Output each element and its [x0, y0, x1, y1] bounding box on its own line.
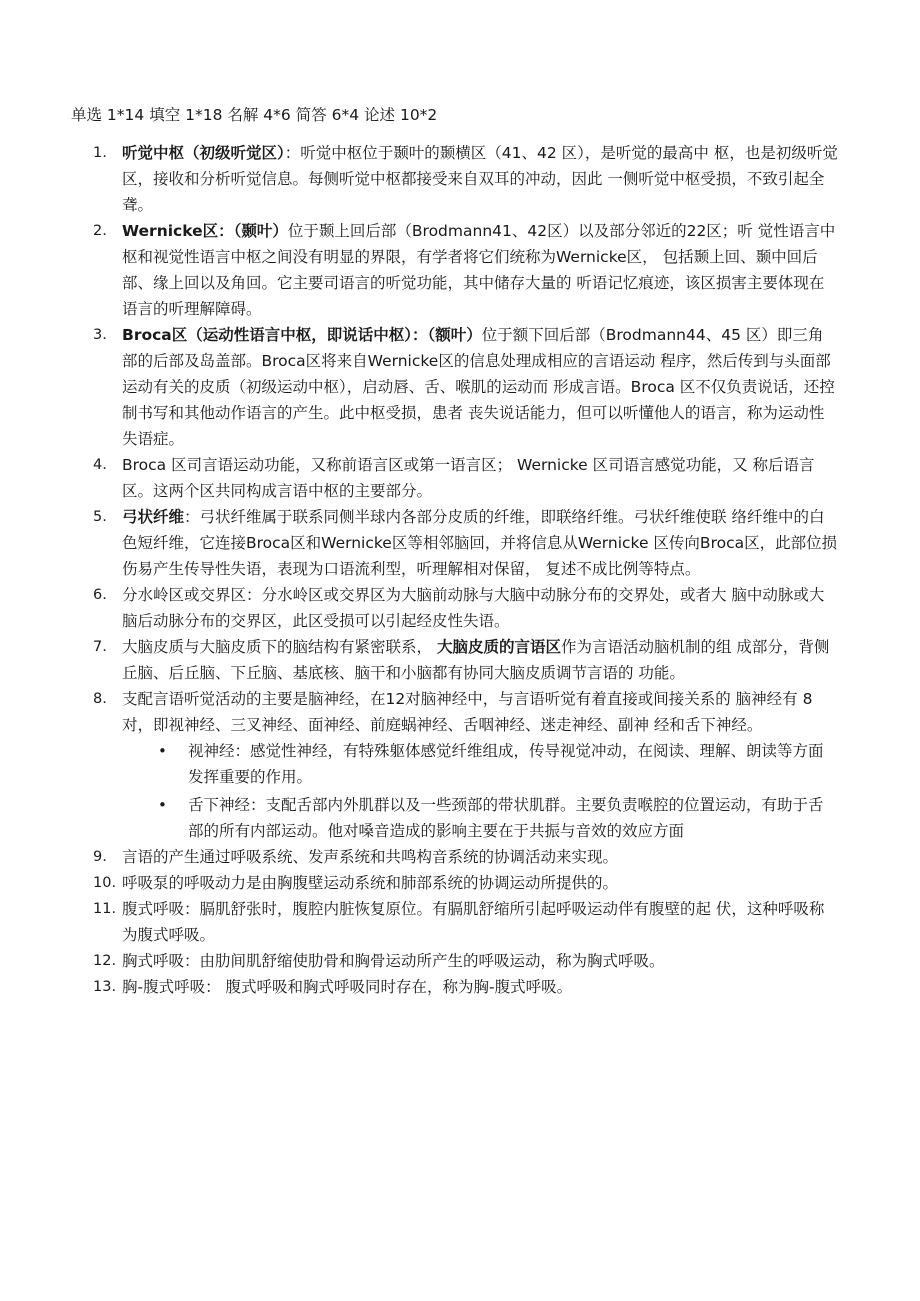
bullet: • [158, 742, 167, 760]
term-bold: 大脑皮质的言语区 [436, 638, 561, 656]
term-bold: 弓状纤维 [122, 508, 185, 526]
item-text: ：弓状纤维属于联系同侧半球内各部分皮质的纤维，即联络纤维。弓状纤维使联 络纤维中的白色短纤维，它连接Broca区和Wernicke区等相邻脑回，并将信息从Wernicke 区传向Broca区，此部位损伤易产生传导性失语，表现为口语流利型，听理解相对保留， 复述不成比例等特点。 [122, 508, 838, 578]
item-number: 5. [93, 509, 107, 525]
bullet: • [158, 796, 167, 814]
item-number: 12. [93, 953, 117, 969]
sub-item-text: 舌下神经：支配舌部内外肌群以及一些颈部的带状肌群。主要负责喉腔的位置运动，有助于舌部的所有内部运动。他对嗓音造成的影响主要在于共振与音效的效应方面 [188, 796, 824, 840]
item-number: 8. [93, 691, 107, 707]
nerve-sublist [122, 738, 838, 844]
item-number: 3. [93, 327, 107, 343]
list-item-3 [0, 322, 838, 452]
numbered-list [0, 140, 920, 1000]
item-text: 位于额下回后部（Brodmann44、45 区）即三角部的后部及岛盖部。Broca区将来自Wernicke区的信息处理成相应的言语运动 程序，然后传到与头面部运动有关的皮质（初级运动中枢），启动唇、舌、喉肌的运动而 形成言语。Broca 区不仅负责说话，还控制书写和其他动作语言的产生。此中枢受损，患者 丧失说话能力，但可以听懂他人的语言，称为运动性失语症。 [122, 326, 835, 448]
list-item-12 [0, 948, 838, 974]
sub-item-optic-nerve [122, 738, 824, 790]
list-item-8 [0, 686, 838, 844]
item-number: 11. [93, 901, 117, 917]
list-item-6 [0, 582, 838, 634]
sub-item-hypoglossal-nerve [122, 792, 824, 844]
item-number: 7. [93, 639, 107, 655]
item-text: 呼吸泵的呼吸动力是由胸腹壁运动系统和肺部系统的协调运动所提供的。 [122, 874, 619, 892]
item-text: 胸式呼吸：由肋间肌舒缩使肋骨和胸骨运动所产生的呼吸运动，称为胸式呼吸。 [122, 952, 665, 970]
item-number: 4. [93, 457, 107, 473]
item-text: ：听觉中枢位于颞叶的颞横区（41、42 区），是听觉的最高中 枢，也是初级听觉区，接收和分析听觉信息。每侧听觉中枢都接受来自双耳的冲动，因此 一侧听觉中枢受损，不致引起全聋。 [122, 144, 838, 214]
list-item-2 [0, 218, 838, 322]
item-text: 作为言语活动脑机制的组 成部分，背侧丘脑、后丘脑、下丘脑、基底核、脑干和小脑都有协同大脑皮质调节言语的 功能。 [122, 638, 830, 682]
exam-format-header: 单选 1*14 填空 1*18 名解 4*6 简答 6*4 论述 10*2 [71, 106, 438, 124]
list-item-9 [0, 844, 838, 870]
sub-item-text: 视神经：感觉性神经，有特殊躯体感觉纤维组成，传导视觉冲动，在阅读、理解、朗读等方面发挥重要的作用。 [188, 742, 824, 786]
term-bold: Wernicke区：（颞叶） [122, 222, 288, 240]
item-number: 1. [93, 145, 107, 161]
list-item-13 [0, 974, 838, 1000]
term-bold: 听觉中枢（初级听觉区） [122, 144, 285, 162]
list-item-1 [0, 140, 838, 218]
item-text: 支配言语听觉活动的主要是脑神经，在12对脑神经中，与言语听觉有着直接或间接关系的 脑神经有 8 对，即视神经、三叉神经、面神经、前庭蜗神经、舌咽神经、迷走神经、副神 经和舌下神经。 [122, 690, 813, 734]
list-item-4 [0, 452, 838, 504]
item-text: 位于颞上回后部（Brodmann41、42区）以及部分邻近的22区；听 觉性语言中枢和视觉性语言中枢之间没有明显的界限，有学者将它们统称为Wernicke区， 包括颞上回、颞中回后部、缘上回以及角回。它主要司语言的听觉功能，其中储存大量的 听语记忆痕迹，该区损害主要体现在语言的听理解障碍。 [122, 222, 836, 318]
item-text: 言语的产生通过呼吸系统、发声系统和共鸣构音系统的协调活动来实现。 [122, 848, 619, 866]
item-number: 10. [93, 875, 117, 891]
term-bold: Broca区（运动性语言中枢，即说话中枢）：（额叶） [122, 326, 482, 344]
list-item-10 [0, 870, 838, 896]
list-item-11 [0, 896, 838, 948]
list-item-5 [0, 504, 838, 582]
item-text: 腹式呼吸：膈肌舒张时，腹腔内脏恢复原位。有膈肌舒缩所引起呼吸运动伴有腹壁的起 伏，这种呼吸称为腹式呼吸。 [122, 900, 825, 944]
item-text: 分水岭区或交界区：分水岭区或交界区为大脑前动脉与大脑中动脉分布的交界处，或者大 脑中动脉或大脑后动脉分布的交界区，此区受损可以引起经皮性失语。 [122, 586, 825, 630]
item-number: 6. [93, 587, 107, 603]
item-number: 2. [93, 223, 107, 239]
item-text: Broca 区司言语运动功能，又称前语言区或第一语言区； Wernicke 区司语言感觉功能，又 称后语言区。这两个区共同构成言语中枢的主要部分。 [122, 456, 815, 500]
item-pre-text: 大脑皮质与大脑皮质下的脑结构有紧密联系， [122, 638, 437, 656]
item-text: 胸-腹式呼吸： 腹式呼吸和胸式呼吸同时存在，称为胸-腹式呼吸。 [122, 978, 573, 996]
item-number: 13. [93, 979, 117, 995]
list-item-7 [0, 634, 838, 686]
item-number: 9. [93, 849, 107, 865]
